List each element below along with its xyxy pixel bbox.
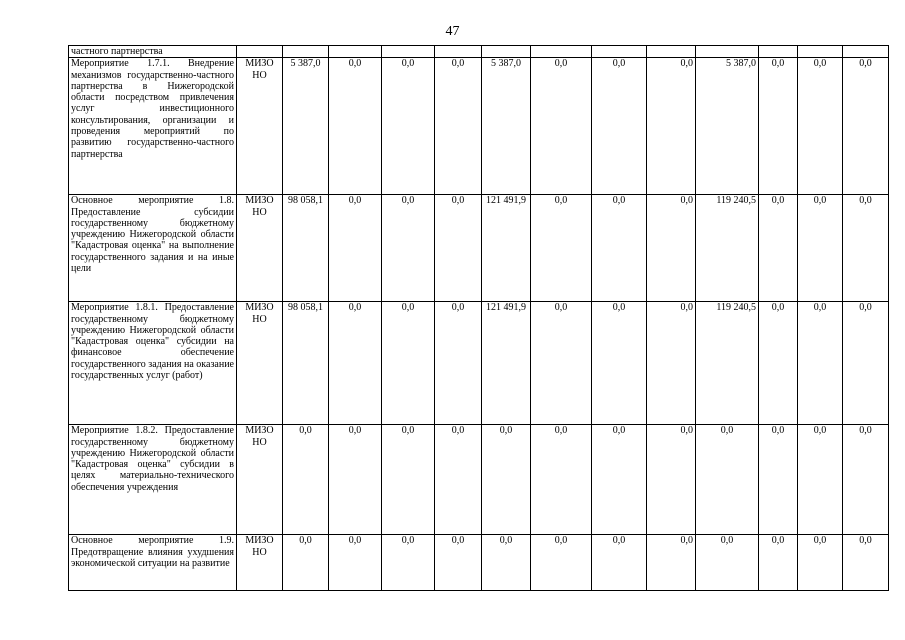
- value-cell: 119 240,5: [696, 195, 759, 302]
- value-cell: 0,0: [798, 425, 843, 535]
- value-cell: 0,0: [592, 195, 647, 302]
- value-cell: 0,0: [329, 425, 382, 535]
- value-cell: 0,0: [843, 195, 889, 302]
- value-cell: 0,0: [531, 535, 592, 591]
- value-cell: 5 387,0: [283, 58, 329, 195]
- value-cell: 0,0: [843, 302, 889, 425]
- value-cell: 0,0: [329, 58, 382, 195]
- value-cell: 0,0: [531, 58, 592, 195]
- value-cell: 0,0: [329, 302, 382, 425]
- value-cell: 0,0: [647, 425, 696, 535]
- row-description: Мероприятие 1.7.1. Внедрение механизмов государственно-частного партнерства в Нижегородской области посредством привлечения услуг инвестиционного консультирования, организации и проведения мероприятий по развитию государственно-частного партнерства: [69, 58, 237, 195]
- table-row: [69, 58, 889, 195]
- value-cell: 0,0: [647, 58, 696, 195]
- value-cell: 0,0: [435, 58, 482, 195]
- value-cell: 0,0: [759, 425, 798, 535]
- value-cell: 0,0: [435, 302, 482, 425]
- value-cell: 0,0: [482, 535, 531, 591]
- value-cell: 121 491,9: [482, 195, 531, 302]
- table-row: [69, 302, 889, 425]
- value-cell: 0,0: [798, 58, 843, 195]
- value-cell: 0,0: [382, 58, 435, 195]
- executor-cell: МИЗО НО: [237, 535, 283, 591]
- value-cell: 0,0: [592, 425, 647, 535]
- value-cell: 0,0: [843, 58, 889, 195]
- executor-cell: МИЗО НО: [237, 195, 283, 302]
- value-cell: 0,0: [798, 302, 843, 425]
- value-cell: 0,0: [482, 425, 531, 535]
- value-cell: 0,0: [696, 535, 759, 591]
- value-cell: 0,0: [435, 195, 482, 302]
- value-cell: 0,0: [531, 425, 592, 535]
- table-row: [69, 535, 889, 591]
- value-cell: 0,0: [759, 58, 798, 195]
- value-cell: 0,0: [329, 195, 382, 302]
- budget-table: [68, 45, 889, 591]
- value-cell: 0,0: [647, 302, 696, 425]
- value-cell: 0,0: [647, 535, 696, 591]
- value-cell: 0,0: [531, 195, 592, 302]
- value-cell: 0,0: [759, 195, 798, 302]
- value-cell: 0,0: [435, 535, 482, 591]
- value-cell: 0,0: [843, 535, 889, 591]
- value-cell: 0,0: [382, 195, 435, 302]
- value-cell: 0,0: [798, 195, 843, 302]
- value-cell: 0,0: [329, 535, 382, 591]
- value-cell: 0,0: [283, 425, 329, 535]
- value-cell: 0,0: [696, 425, 759, 535]
- row-description: Мероприятие 1.8.1. Предоставление государственному бюджетному учреждению Нижегородской области "Кадастровая оценка" субсидии на финансовое обеспечение государственного задания на оказание государственных услуг (работ): [69, 302, 237, 425]
- value-cell: 0,0: [531, 302, 592, 425]
- table-row: [69, 46, 889, 58]
- table-row: [69, 425, 889, 535]
- value-cell: 0,0: [759, 535, 798, 591]
- value-cell: 5 387,0: [482, 58, 531, 195]
- value-cell: 0,0: [843, 425, 889, 535]
- value-cell: 5 387,0: [696, 58, 759, 195]
- value-cell: 0,0: [647, 195, 696, 302]
- value-cell: 0,0: [382, 535, 435, 591]
- table-row: [69, 195, 889, 302]
- value-cell: 0,0: [382, 425, 435, 535]
- value-cell: 98 058,1: [283, 302, 329, 425]
- page-number: 47: [445, 24, 460, 39]
- row-description: Мероприятие 1.8.2. Предоставление государственному бюджетному учреждению Нижегородской области "Кадастровая оценка" субсидии в целях материально-технического обеспечения учреждения: [69, 425, 237, 535]
- row-description: частного партнерства: [69, 46, 237, 58]
- value-cell: 121 491,9: [482, 302, 531, 425]
- executor-cell: МИЗО НО: [237, 425, 283, 535]
- value-cell: 98 058,1: [283, 195, 329, 302]
- row-description: Основное мероприятие 1.8. Предоставление субсидии государственному бюджетному учреждению Нижегородской области "Кадастровая оценка" на выполнение государственного задания и на иные цели: [69, 195, 237, 302]
- value-cell: 0,0: [759, 302, 798, 425]
- value-cell: 0,0: [435, 425, 482, 535]
- row-description: Основное мероприятие 1.9. Предотвращение влияния ухудшения экономической ситуации на развитие: [69, 535, 237, 591]
- value-cell: 0,0: [592, 535, 647, 591]
- value-cell: 0,0: [382, 302, 435, 425]
- value-cell: 0,0: [283, 535, 329, 591]
- value-cell: 0,0: [798, 535, 843, 591]
- executor-cell: МИЗО НО: [237, 58, 283, 195]
- value-cell: 0,0: [592, 302, 647, 425]
- value-cell: 0,0: [592, 58, 647, 195]
- executor-cell: МИЗО НО: [237, 302, 283, 425]
- value-cell: 119 240,5: [696, 302, 759, 425]
